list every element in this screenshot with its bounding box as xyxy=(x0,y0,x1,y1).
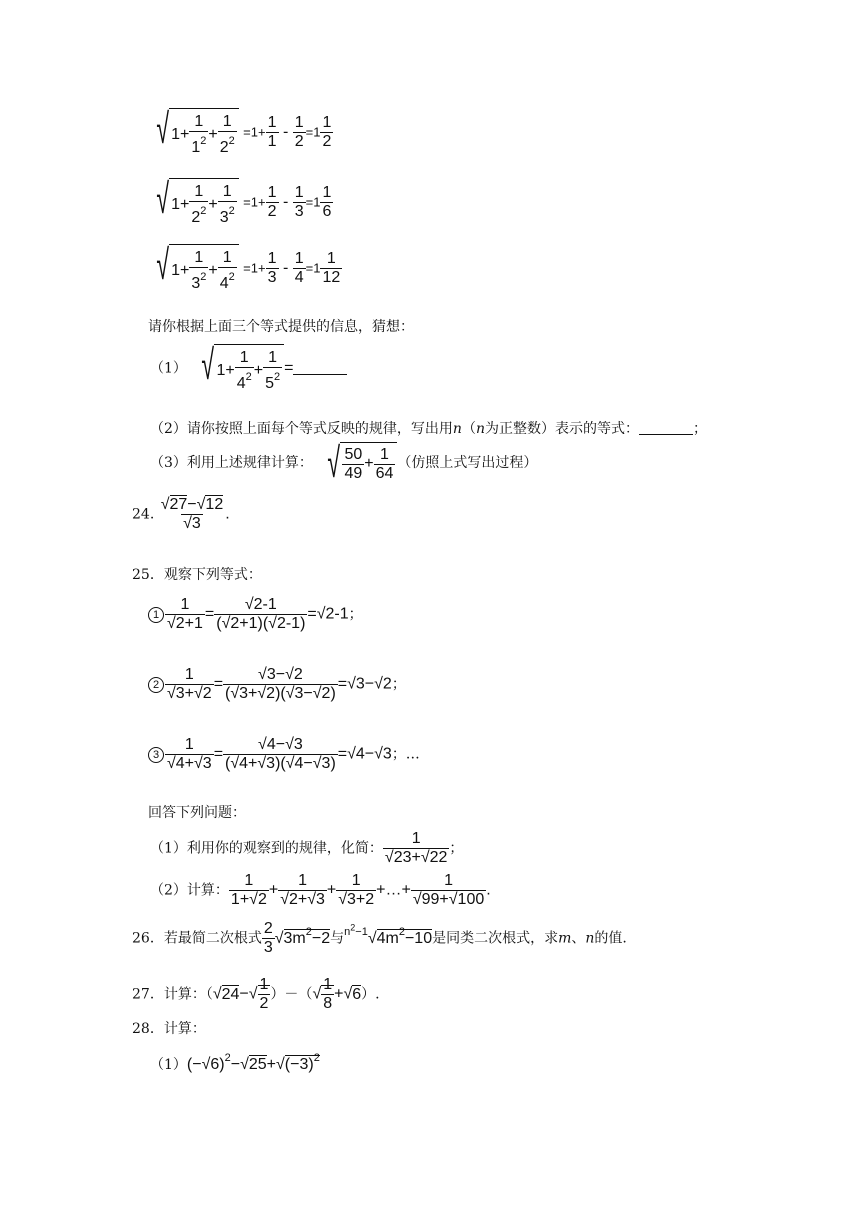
problem23-intro: 请你根据上面三个等式提供的信息，猜想： xyxy=(148,319,414,335)
problem25-title: 25．观察下列等式： xyxy=(132,567,262,583)
answer-blank xyxy=(293,360,347,375)
problem25-q1: （1）利用你的观察到的规律，化简： $\frac{1}{√23+√22}$ ； xyxy=(150,830,464,866)
problem23-q3: （3）利用上述规律计算： √ $\frac{50}{49}$ + $\frac{1}{64}$ （仿照上式写出过程） xyxy=(150,439,538,486)
problem-26: 26．若最简二次根式 $\frac{2}{3}$ $√3m^2-2$与$^{n^2-1}√4m^2-10$是同类二次根式，求m、n的值. xyxy=(132,920,627,956)
equation-3: √ 1+ $\frac{1}{3^2}$ + $\frac{1}{4^2}$ =1+ $\frac{1}{3}$ - $\frac{1}{4}$ =1 $\frac{1}{12}$ xyxy=(156,241,341,292)
problem28-title: 28．计算： xyxy=(132,1021,206,1037)
problem-27: 27．计算：（√24−√ $\frac{1}{2}$ ）－（√ $\frac{1}{8}$ +√6）. xyxy=(132,976,380,1012)
equation-1: √ 1+ $\frac{1}{1^2}$ + $\frac{1}{2^2}$ =1+ $\frac{1}{1}$ - $\frac{1}{2}$ =1 $\frac{1}{2}$ xyxy=(156,105,332,156)
equation-2: √ 1+ $\frac{1}{2^2}$ + $\frac{1}{3^2}$ =1+ $\frac{1}{2}$ - $\frac{1}{3}$ =1 $\frac{1}{6}$ xyxy=(156,175,332,226)
problem28-q1: $(1)(-√6)^2-√25+√(-3)^2$ xyxy=(150,1052,320,1073)
problem25-answer-prompt: 回答下列问题： xyxy=(148,805,246,821)
problem25-row-1: 1 $\frac{1}{√2+1}$ = $\frac{√2-1}{(√2+1)(√2-1)}$ =√2-1； xyxy=(148,596,363,633)
problem-24: 24. $\frac{√27-√12}{√3}$ . xyxy=(132,496,230,532)
problem23-q2: （2）请你按照上面每个等式反映的规律，写出用n（n为正整数）表示的等式： ； xyxy=(150,421,707,437)
problem25-q2: （2）计算： $\frac{1}{1+√2}$ + $\frac{1}{√2+√3}$ + $\frac{1}{√3+2}$ +…+ $\frac{1}{√99+√100}$ . xyxy=(150,872,491,908)
problem25-row-2: 2 $\frac{1}{√3+√2}$ = $\frac{√3-√2}{(√3+√2)(√3-√2)}$ =√3−√2； xyxy=(148,666,406,703)
answer-blank xyxy=(639,420,693,435)
problem23-q1: （1） √ 1+ $\frac{1}{4^2}$ + $\frac{1}{5^2}$ = xyxy=(150,344,347,393)
problem25-row-3: 3 $\frac{1}{√4+√3}$ = $\frac{√4-√3}{(√4+√3)(√4-√3)}$ =√4−√3；… xyxy=(148,736,420,773)
